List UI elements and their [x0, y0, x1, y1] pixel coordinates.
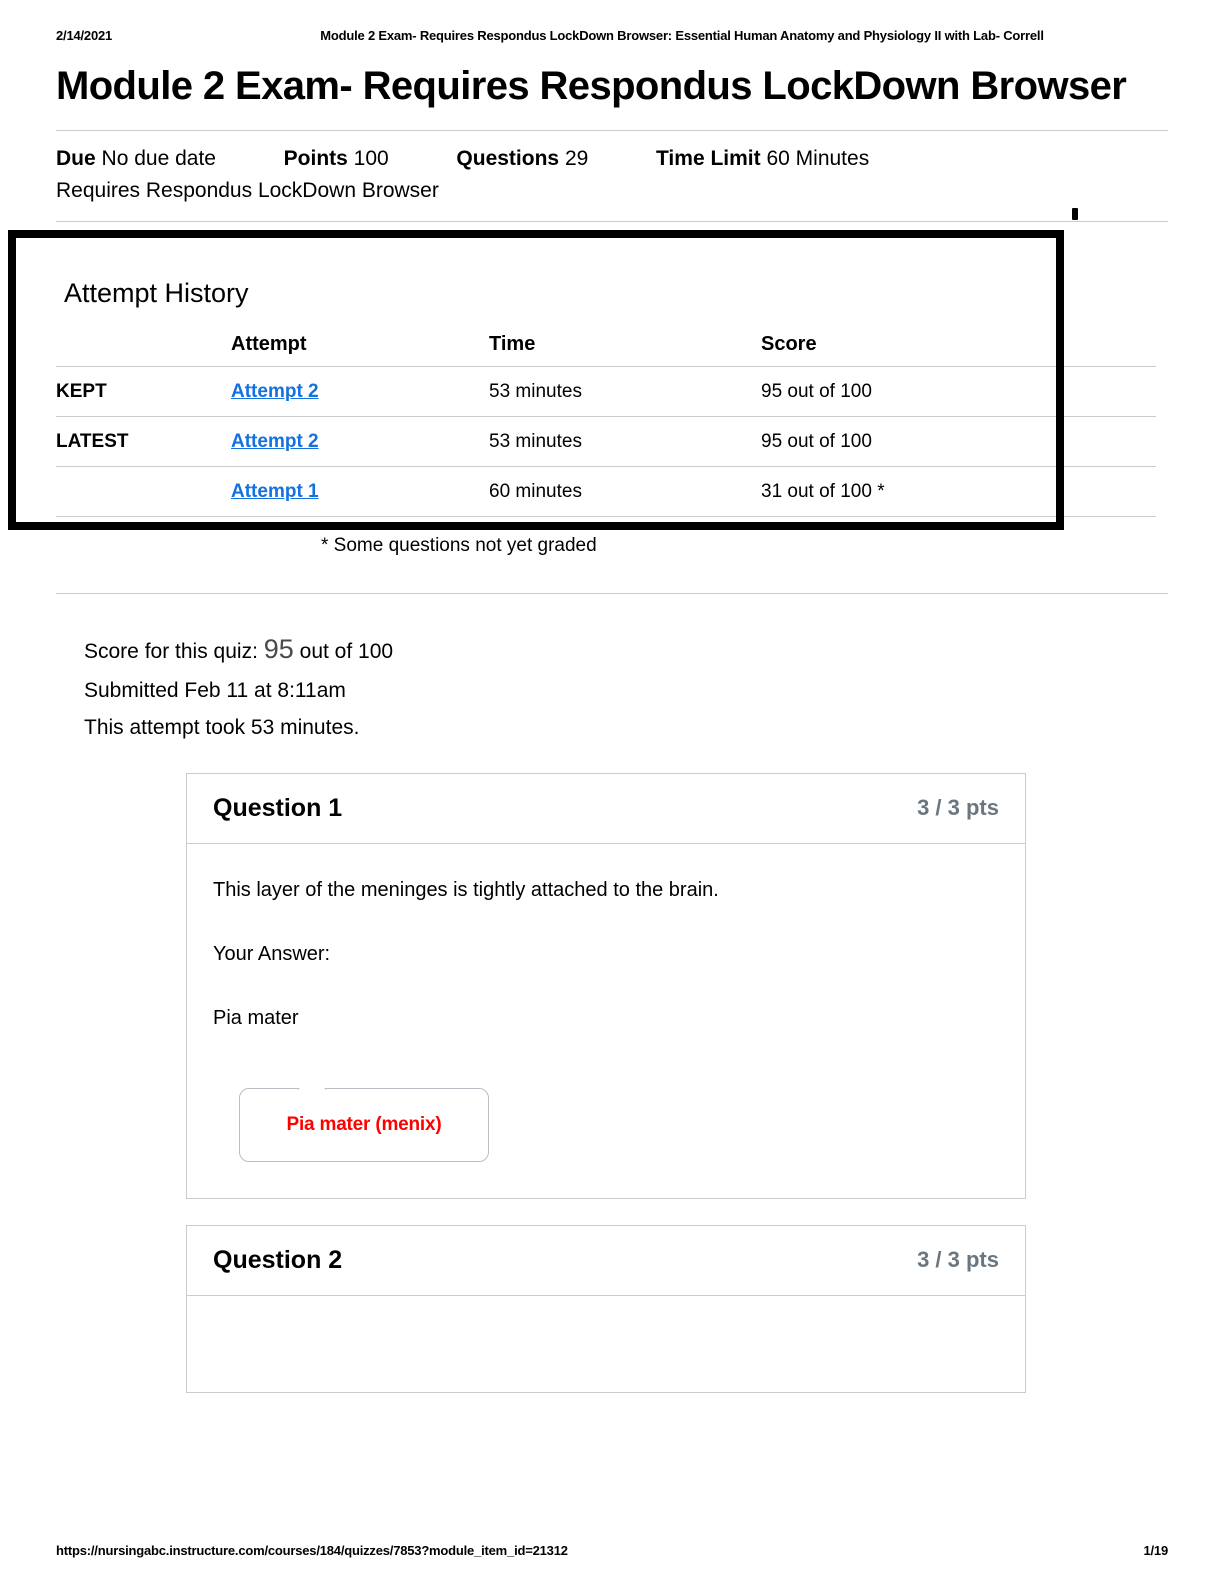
row-tag: KEPT	[56, 367, 231, 417]
attempt-link[interactable]: Attempt 1	[231, 481, 319, 503]
question-body	[187, 844, 1025, 1198]
quiz-requirement: Requires Respondus LockDown Browser	[56, 179, 439, 203]
questions-label: Questions	[456, 147, 560, 171]
score-value: 95	[263, 634, 294, 665]
attempt-history-section	[56, 278, 1168, 557]
ungraded-footnote: * Some questions not yet graded	[321, 535, 597, 557]
print-date: 2/14/2021	[56, 28, 113, 43]
row-time: 53 minutes	[489, 367, 761, 417]
row-time: 53 minutes	[489, 417, 761, 467]
print-header	[56, 0, 1168, 43]
your-answer-value: Pia mater	[213, 1006, 299, 1029]
divider-history	[56, 593, 1168, 594]
footer-url: https://nursingabc.instructure.com/courses/184/quizzes/7853?module_item_id=21312	[56, 1543, 568, 1558]
row-tag: LATEST	[56, 417, 231, 467]
footer-page-number: 1/19	[1143, 1543, 1168, 1558]
time-limit-value: 60 Minutes	[766, 147, 870, 171]
row-attempt-cell	[231, 367, 489, 417]
divider-top	[56, 130, 1168, 131]
attempt-link[interactable]: Attempt 2	[231, 381, 319, 403]
question-title: Question 2	[213, 1245, 343, 1274]
attempt-link[interactable]: Attempt 2	[231, 431, 319, 453]
print-header-title: Module 2 Exam- Requires Respondus LockDown Browser: Essential Human Anatomy and Physiology II with Lab- Correll	[320, 28, 1044, 43]
table-row	[56, 467, 1156, 517]
table-header-row	[56, 327, 1156, 367]
table-row	[56, 417, 1156, 467]
table-row	[56, 367, 1156, 417]
print-footer	[56, 1543, 1168, 1558]
score-line	[84, 626, 1168, 673]
points-label: Points	[283, 147, 348, 171]
row-score: 31 out of 100 *	[761, 467, 1156, 517]
question-points: 3 / 3 pts	[917, 1247, 999, 1273]
score-prefix: Score for this quiz:	[84, 640, 258, 664]
callout-label: Pia mater (menix)	[286, 1113, 442, 1135]
question-points: 3 / 3 pts	[917, 795, 999, 821]
your-answer-label: Your Answer:	[213, 942, 331, 965]
column-score: Score	[761, 327, 1156, 367]
column-attempt: Attempt	[231, 327, 489, 367]
question-header	[187, 774, 1025, 844]
quiz-meta	[56, 147, 1168, 171]
question-card-2	[186, 1225, 1026, 1393]
question-card-1	[186, 773, 1026, 1199]
duration-line: This attempt took 53 minutes.	[84, 716, 360, 740]
row-tag	[56, 467, 231, 517]
row-attempt-cell	[231, 417, 489, 467]
score-suffix: out of 100	[299, 640, 394, 664]
row-attempt-cell	[231, 467, 489, 517]
question-title: Question 1	[213, 793, 343, 822]
column-tag	[56, 327, 231, 367]
column-time: Time	[489, 327, 761, 367]
callout-pointer-icon	[298, 1076, 326, 1090]
question-prompt: This layer of the meninges is tightly attached to the brain.	[213, 878, 719, 901]
row-score: 95 out of 100	[761, 417, 1156, 467]
due-value: No due date	[101, 147, 216, 171]
questions-value: 29	[564, 147, 589, 171]
due-label: Due	[56, 147, 96, 171]
question-body	[187, 1296, 1025, 1392]
ink-mark	[1072, 208, 1078, 220]
attempt-history-heading: Attempt History	[64, 278, 249, 309]
attempt-history-table	[56, 327, 1156, 517]
row-score: 95 out of 100	[761, 367, 1156, 417]
page-title: Module 2 Exam- Requires Respondus LockDown Browser	[56, 64, 1127, 108]
question-header	[187, 1226, 1025, 1296]
row-time: 60 minutes	[489, 467, 761, 517]
submitted-line: Submitted Feb 11 at 8:11am	[84, 679, 346, 703]
time-limit-label: Time Limit	[655, 147, 761, 171]
divider-meta	[56, 221, 1168, 222]
points-value: 100	[353, 147, 389, 171]
diagram-callout	[239, 1088, 489, 1162]
score-summary	[84, 626, 1168, 747]
